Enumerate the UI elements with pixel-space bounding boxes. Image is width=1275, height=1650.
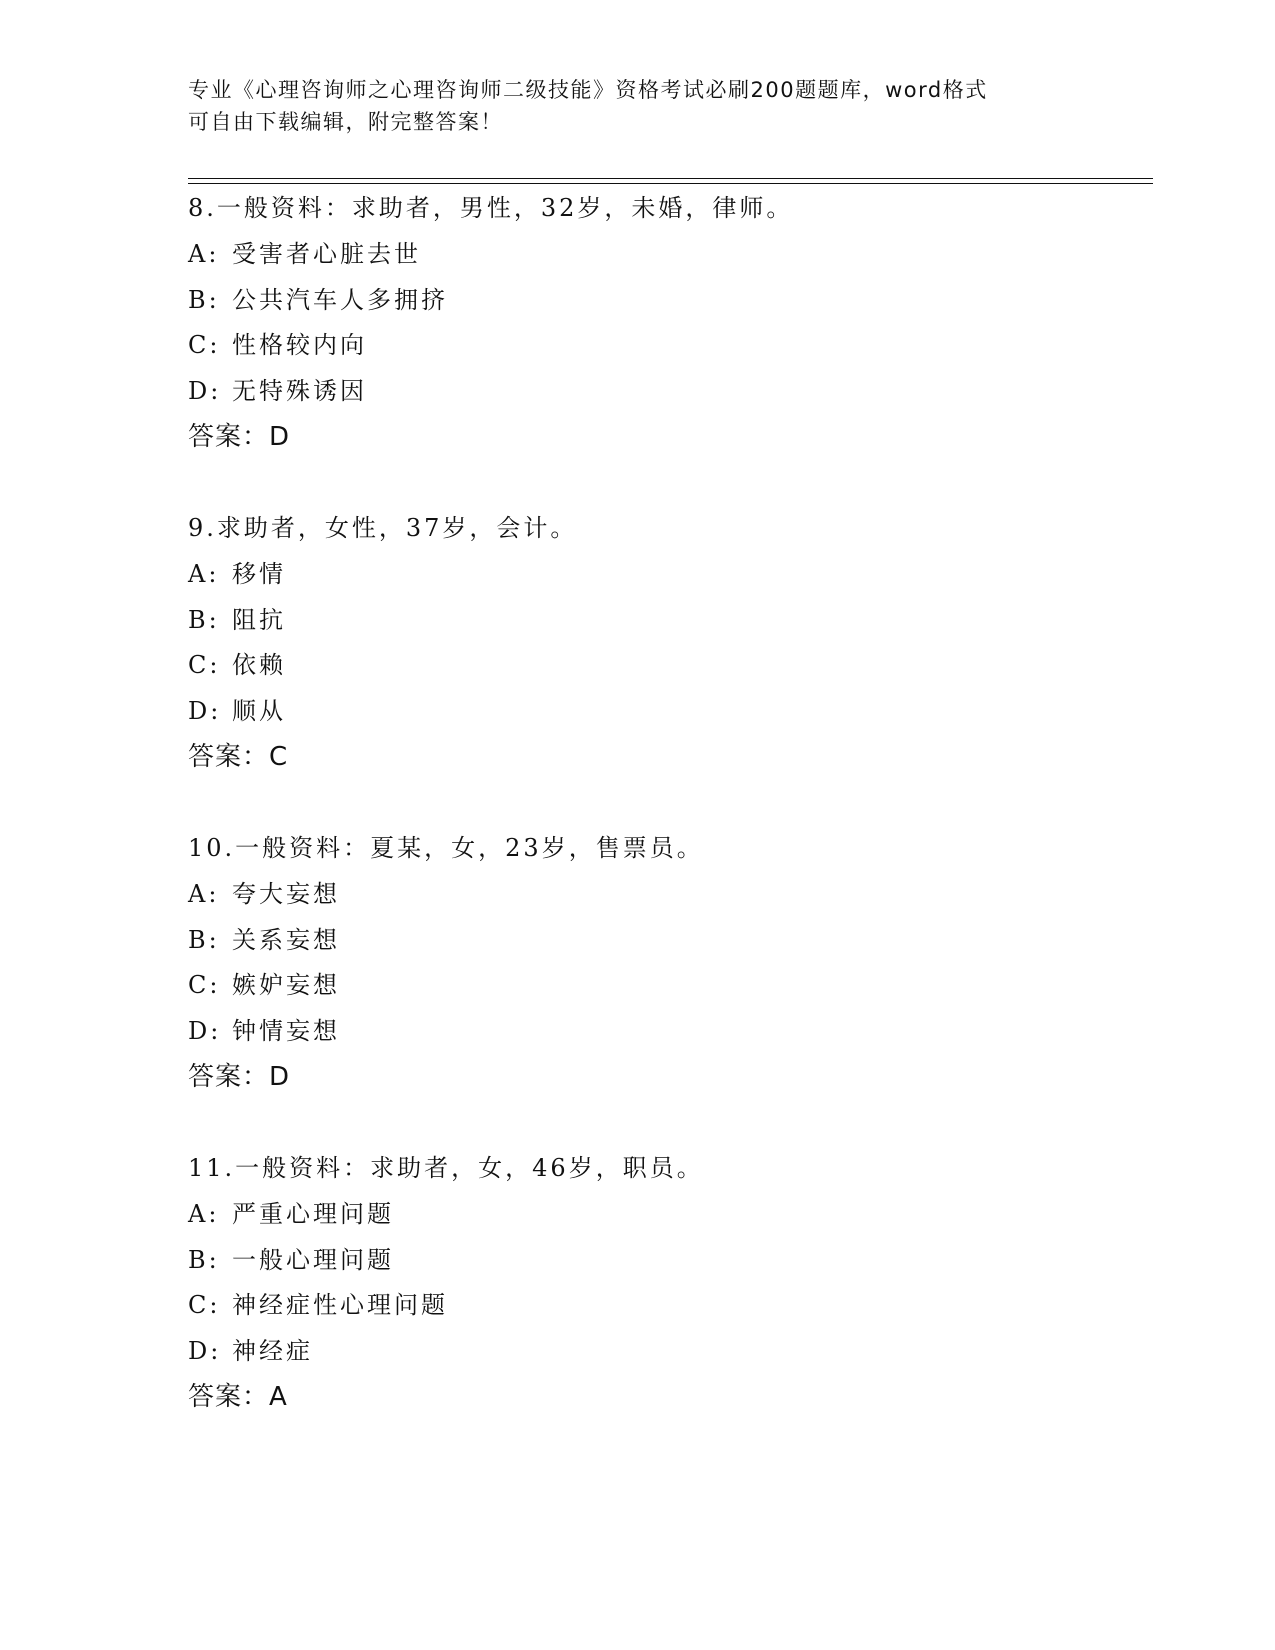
- option-b: [188, 1238, 1148, 1284]
- option-letter: D:: [188, 1017, 222, 1046]
- option-b: [188, 918, 1148, 964]
- option-text: 公共汽车人多拥挤: [232, 285, 448, 314]
- option-letter: B:: [188, 925, 220, 954]
- option-d: [188, 369, 1148, 415]
- option-a: [188, 1192, 1148, 1238]
- answer-line: 答案：D: [188, 1061, 291, 1092]
- option-letter: C:: [188, 651, 221, 680]
- option-letter: B:: [188, 605, 220, 634]
- option-a: [188, 872, 1148, 918]
- option-letter: D:: [188, 1337, 222, 1366]
- option-letter: D:: [188, 377, 222, 406]
- option-letter: A:: [188, 1199, 220, 1228]
- option-letter: C:: [188, 1291, 221, 1320]
- option-text: 顺从: [232, 697, 286, 726]
- answer-line: 答案：D: [188, 421, 291, 452]
- option-text: 无特殊诱因: [232, 377, 367, 406]
- option-letter: B:: [188, 1245, 220, 1274]
- option-c: [188, 643, 1148, 689]
- option-text: 神经症: [232, 1337, 313, 1366]
- question-11: [188, 1146, 1148, 1421]
- option-text: 移情: [232, 559, 286, 588]
- option-c: [188, 963, 1148, 1009]
- option-text: 受害者心脏去世: [232, 239, 421, 268]
- option-d: [188, 1329, 1148, 1375]
- document-header: [188, 74, 1088, 138]
- option-b: [188, 278, 1148, 324]
- option-c: [188, 1283, 1148, 1329]
- option-letter: D:: [188, 697, 222, 726]
- option-text: 关系妄想: [232, 925, 340, 954]
- option-d: [188, 1009, 1148, 1055]
- header-divider-bottom: [188, 183, 1153, 184]
- option-text: 依赖: [232, 651, 286, 680]
- question-stem: 9.求助者，女性，37岁，会计。: [188, 514, 578, 542]
- header-line-1: 专业《心理咨询师之心理咨询师二级技能》资格考试必刷200题题库，word格式: [188, 78, 988, 102]
- option-text: 阻抗: [232, 605, 286, 634]
- option-a: [188, 552, 1148, 598]
- header-divider-top: [188, 178, 1153, 179]
- option-letter: A:: [188, 879, 220, 908]
- option-text: 性格较内向: [232, 331, 367, 360]
- question-8: [188, 186, 1148, 461]
- option-text: 嫉妒妄想: [232, 971, 340, 1000]
- question-stem: 10.一般资料：夏某，女，23岁，售票员。: [188, 834, 704, 862]
- option-a: [188, 232, 1148, 278]
- option-letter: A:: [188, 239, 220, 268]
- question-9: [188, 506, 1148, 781]
- option-letter: A:: [188, 559, 220, 588]
- answer-line: 答案：C: [188, 741, 289, 772]
- option-text: 神经症性心理问题: [232, 1291, 448, 1320]
- question-stem: 8.一般资料：求助者，男性，32岁，未婚，律师。: [188, 194, 794, 222]
- answer-line: 答案：A: [188, 1381, 288, 1412]
- option-c: [188, 323, 1148, 369]
- option-b: [188, 598, 1148, 644]
- option-text: 一般心理问题: [232, 1245, 394, 1274]
- option-letter: B:: [188, 285, 220, 314]
- option-letter: C:: [188, 331, 221, 360]
- option-text: 夸大妄想: [232, 879, 340, 908]
- option-d: [188, 689, 1148, 735]
- option-letter: C:: [188, 971, 221, 1000]
- question-stem: 11.一般资料：求助者，女，46岁，职员。: [188, 1154, 704, 1182]
- header-line-2: 可自由下载编辑，附完整答案！: [188, 110, 503, 134]
- option-text: 钟情妄想: [232, 1017, 340, 1046]
- question-10: [188, 826, 1148, 1101]
- option-text: 严重心理问题: [232, 1199, 394, 1228]
